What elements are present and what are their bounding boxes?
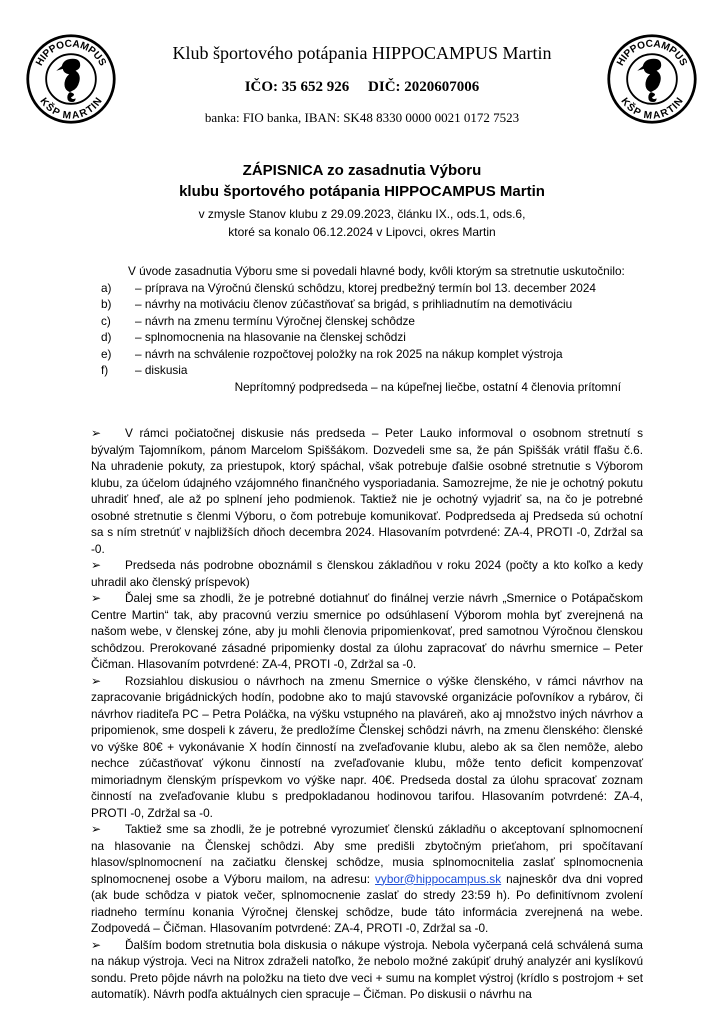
club-name: Klub športového potápania HIPPOCAMPUS Martin bbox=[172, 43, 552, 63]
minutes-item: ➢ V rámci počiatočnej diskusie nás predseda – Peter Lauko informoval o osobnom stretnutí s bývalým Tajomníkom, pánom Marcelom Spiššákom. Dozvedeli sme sa, že pán Spiššák vrátil fľašu č.6. Na uhradenie pokuty, za priestupok, ktorý spáchal, však potrebuje ďalšie osobné stretnutie s Výborom klubu, za účelom údajného vzájomného finančného vysporiadania. Samozrejme, že nie je ochotný pokutu uhradiť hneď, ale až po splnení jeho podmienok. Taktiež nie je ochotný vyjadriť sa, na čo je potrebné osobné stretnutie s členmi Výboru, o čom potrebuje komunikovať. Podpredseda aj Predseda sú ochotní sa s ním stretnúť v najbližších dňoch decembra 2024. Hlasovaním potvrdené: ZA-4, PROTI -0, Zdržal sa -0. bbox=[91, 426, 643, 556]
agenda-item: d) – splnomocnenia na hlasovanie na členskej schôdzi bbox=[101, 330, 406, 344]
arrow-bullet-icon: ➢ bbox=[91, 558, 101, 572]
email-link[interactable]: vybor@hippocampus.sk bbox=[375, 871, 502, 886]
minutes-items bbox=[91, 425, 643, 1003]
logo-top-text: HIPPOCAMPUS bbox=[615, 38, 689, 68]
document-subtitle: v zmysle Stanov klubu z 29.09.2023, článku IX., ods.1, ods.6, bbox=[198, 207, 526, 221]
minutes-item: ➢ Ďalej sme sa zhodli, že je potrebné dotiahnuť do finálnej verzie návrh „Smernice o Potápačskom Centre Martin“ tak, aby pracovnú verziu smernice po odsúhlasení Výborom mohla byť zverejnená na našom webe, v členskej zóne, aby ju mohli členovia pripomienkovať, pred samotnou Výročnou členskou schôdzou. Prerokované zásadné pripomienky dostal za úlohu zapracovať do návrhu smernice – Peter Čičman. Hlasovaním potvrdené: ZA-4, PROTI -0, Zdržal sa -0. bbox=[91, 591, 643, 671]
minutes-item: ➢ Ďalším bodom stretnutia bola diskusia o nákupe výstroja. Nebola vyčerpaná celá schválená suma na nákup výstroja. Veci na Nitrox zdraželi natoľko, že nebolo možné zakúpiť druhý analyzér ani kyslíkovú sondu. Preto pôjde návrh na položku na tieto dve veci + sumu na komplet výstroj (krídlo s postrojom + set automatík). Návrh podľa aktuálnych cien spracuje – Čičman. Po diskusii o návrhu na bbox=[91, 937, 643, 1001]
arrow-bullet-icon: ➢ bbox=[91, 937, 101, 952]
arrow-bullet-icon: ➢ bbox=[91, 673, 101, 688]
dic: DIČ: 2020607006 bbox=[368, 79, 480, 95]
minutes-item: ➢ Predseda nás podrobne oboznámil s členskou základňou v roku 2024 (počty a kto koľko a kedy uhradil ako členský príspevok) bbox=[91, 558, 643, 589]
logo-bottom-text: KŠP MARTIN bbox=[618, 96, 686, 122]
arrow-bullet-icon: ➢ bbox=[91, 591, 101, 605]
agenda-list bbox=[91, 280, 643, 379]
ico: IČO: 35 652 926 bbox=[244, 79, 350, 95]
minutes-item: ➢ Rozsiahlou diskusiou o návrhoch na zmenu Smernice o výške členského, v rámci návrhov na zapracovanie brigádnických hodín, podobne ako to majú stavovské organizácie poľovníkov a rybárov, či návrhov riaditeľa PC – Petra Poláčka, na výšku vstupného na plaváreň, ako aj množstvo iných návrhov a pripomienok, sme dospeli k záveru, že predložíme Členskej schôdzi návrh, na zmenu členského: členské vo výške 80€ + vykonávanie X hodín činností na zveľaďovanie klubu, alebo ak sa člen nemôže, alebo nechce zúčastňovať výkonu činností na zveľaďovanie klubu, môže tento deficit kompenzovať mimoriadnym členským príspevkom vo výške napr. 40€. Predseda dostal za úlohu spracovať zoznam činností na zveľaďovanie klubu s predpokladanou hodinovou tarifou. Hlasovaním potvrdené: ZA-4, PROTI -0, Zdržal sa -0. bbox=[91, 673, 643, 820]
arrow-bullet-icon: ➢ bbox=[91, 822, 101, 836]
attendance-note: Neprítomný podpredseda – na kúpeľnej liečbe, ostatní 4 členovia prítomní bbox=[234, 379, 621, 394]
document-title-line2: klubu športového potápania HIPPOCAMPUS Martin bbox=[179, 183, 545, 200]
agenda-item: e) – návrh na schválenie rozpočtovej položky na rok 2025 na nákup komplet výstroja bbox=[101, 346, 563, 361]
document-title: ZÁPISNICA zo zasadnutia Výboru bbox=[242, 162, 482, 179]
registration-ids bbox=[0, 79, 724, 96]
document-subtitle-line2: ktoré sa konalo 06.12.2024 v Lipovci, okres Martin bbox=[228, 225, 496, 239]
logo-top-text: HIPPOCAMPUS bbox=[34, 38, 108, 68]
arrow-bullet-icon: ➢ bbox=[91, 426, 101, 440]
intro-section bbox=[91, 263, 643, 395]
agenda-item: f) – diskusia bbox=[101, 363, 188, 377]
intro-text: V úvode zasadnutia Výboru sme si povedali hlavné body, kvôli ktorým sa stretnutie uskutočnilo: bbox=[128, 264, 625, 278]
logo-bottom-text: KŠP MARTIN bbox=[37, 96, 105, 122]
agenda-item: c) – návrh na zmenu termínu Výročnej členskej schôdze bbox=[101, 313, 415, 328]
agenda-item: a) – príprava na Výročnú členskú schôdzu, ktorej predbežný termín bol 13. december 2024 bbox=[101, 280, 596, 295]
bank-details: banka: FIO banka, IBAN: SK48 8330 0000 0021 0172 7523 bbox=[204, 110, 520, 125]
minutes-item: ➢ Taktiež sme sa zhodli, že je potrebné vyrozumieť členskú základňu o akceptovaní splnomocnení na hlasovanie na Členskej schôdzi. Aby sme predišli zbytočným prieťahom, pri spočítavaní hlasov/splnomocnení na začiatku členskej schôdze, musia splnomocnitelia zaslať splnomocnenia splnomocnenej osobe a Výboru mailom, na adresu: vybor@hippocampus.sk najneskôr dva dni vopred (ak bude schôdza v piatok večer, splnomocnenie zaslať do stredy 23:59 h). Po definitívnom zvolení riadneho termínu konania Výročnej členskej schôdze, bude táto informácia zverejnená na webe. Zodpovedá – Čičman. Hlasovaním potvrdené: ZA-4, PROTI -0, Zdržal sa -0. bbox=[91, 822, 643, 935]
agenda-item: b) – návrhy na motiváciu členov zúčastňovať sa brigád, s prihliadnutím na demotiváciu bbox=[101, 297, 573, 311]
